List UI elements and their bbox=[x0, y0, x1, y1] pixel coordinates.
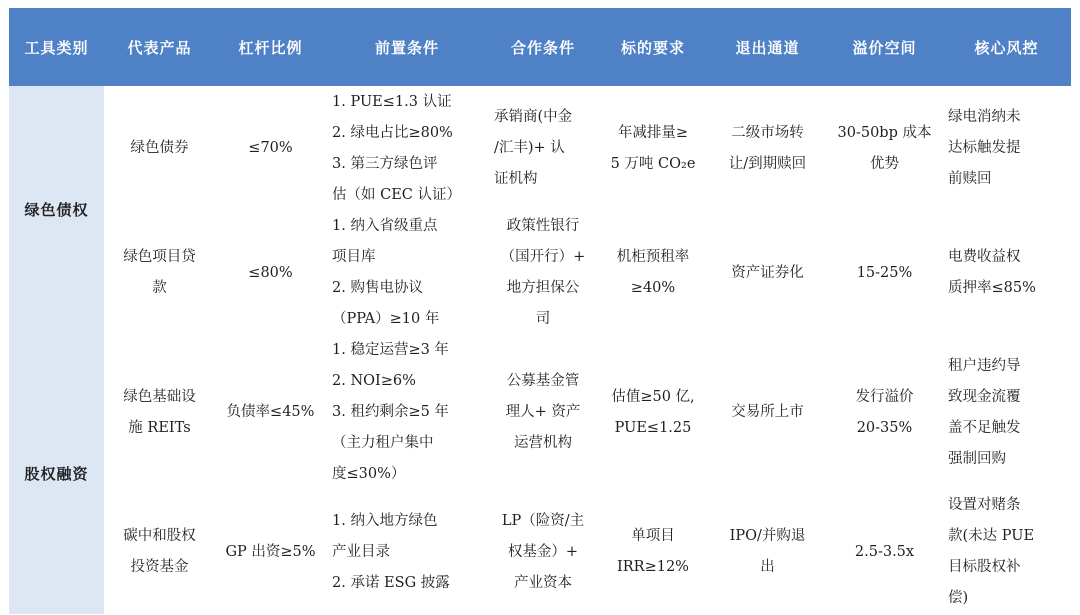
cell-line: IRR≥12% bbox=[617, 559, 689, 575]
cell-product bbox=[104, 211, 215, 335]
header-premium: 溢价空间 bbox=[827, 8, 942, 86]
cell-line: 交易所上市 bbox=[731, 404, 804, 420]
cell-line: 2. 绿电占比≥80% bbox=[332, 124, 453, 141]
header-leverage: 杠杆比例 bbox=[215, 8, 326, 86]
header-target: 标的要求 bbox=[598, 8, 708, 86]
cell-partners bbox=[488, 490, 598, 614]
cell-leverage bbox=[215, 211, 326, 335]
cell-line: 地方担保公 bbox=[506, 280, 580, 296]
cell-partners bbox=[488, 211, 598, 335]
cell-line: 司 bbox=[535, 311, 551, 327]
cell-exit bbox=[708, 490, 827, 614]
cell-partners bbox=[488, 86, 598, 211]
cell-line: 运营机构 bbox=[514, 435, 572, 451]
cell-line: 政策性银行 bbox=[506, 218, 580, 234]
category-cell: 绿色债权 bbox=[9, 86, 104, 335]
cell-line: 盖不足触发 bbox=[948, 419, 1021, 436]
cell-line: 优势 bbox=[870, 155, 899, 172]
cell-line: 1. 稳定运营≥3 年 bbox=[332, 342, 449, 358]
table-row bbox=[9, 335, 1071, 490]
cell-partners bbox=[488, 335, 598, 490]
cell-line: 二级市场转 bbox=[731, 124, 804, 141]
cell-line: 权基金）+ bbox=[507, 543, 579, 560]
cell-leverage bbox=[215, 490, 326, 614]
cell-target bbox=[598, 490, 708, 614]
cell-line: 20-35% bbox=[856, 419, 913, 436]
cell-line: 投资基金 bbox=[130, 559, 189, 575]
cell-line: 1. PUE≤1.3 认证 bbox=[332, 93, 452, 110]
category-cell: 股权融资 bbox=[9, 335, 104, 614]
cell-line: IPO/并购退 bbox=[729, 528, 806, 544]
cell-line: （PPA）≥10 年 bbox=[332, 311, 440, 327]
cell-line: 承销商(中金 bbox=[494, 109, 573, 125]
cell-line: 产业目录 bbox=[332, 543, 390, 560]
cell-line: 年减排量≥ bbox=[617, 124, 689, 141]
cell-line: 电费收益权 bbox=[948, 249, 1021, 265]
cell-line: 质押率≤85% bbox=[948, 280, 1036, 296]
cell-conditions bbox=[326, 86, 488, 211]
cell-line: 强制回购 bbox=[948, 450, 1006, 467]
cell-line: 前赎回 bbox=[948, 171, 992, 187]
cell-line: 公募基金管 bbox=[506, 373, 580, 389]
cell-exit bbox=[708, 86, 827, 211]
cell-line: 30-50bp 成本 bbox=[837, 124, 932, 141]
cell-risk bbox=[942, 211, 1071, 335]
cell-line: ≤80% bbox=[248, 264, 293, 281]
cell-risk bbox=[942, 86, 1071, 211]
cell-line: 施 REITs bbox=[128, 419, 191, 436]
cell-line: 机柜预租率 bbox=[616, 249, 690, 265]
cell-line: 估值≥50 亿, bbox=[611, 388, 695, 405]
cell-line: ≥40% bbox=[630, 280, 676, 296]
cell-line: 绿色债券 bbox=[130, 140, 189, 156]
table-row bbox=[9, 490, 1071, 614]
cell-line: LP（险资/主 bbox=[501, 512, 585, 529]
cell-product bbox=[104, 335, 215, 490]
cell-line: 1. 纳入省级重点 bbox=[332, 218, 438, 234]
cell-conditions bbox=[326, 335, 488, 490]
cell-conditions bbox=[326, 490, 488, 614]
cell-line: 致现金流覆 bbox=[948, 388, 1021, 405]
cell-line: 绿色基础设 bbox=[123, 388, 196, 405]
cell-line: 碳中和股权 bbox=[123, 528, 196, 544]
cell-risk bbox=[942, 335, 1071, 490]
header-conditions: 前置条件 bbox=[326, 8, 488, 86]
cell-exit bbox=[708, 335, 827, 490]
cell-line: 理人+ 资产 bbox=[505, 404, 581, 420]
cell-premium bbox=[827, 86, 942, 211]
header-exit: 退出通道 bbox=[708, 8, 827, 86]
cell-line: 负债率≤45% bbox=[226, 404, 315, 420]
cell-line: （国开行）+ bbox=[500, 249, 586, 265]
cell-line: 绿色项目贷 bbox=[123, 249, 196, 265]
table-row bbox=[9, 211, 1071, 335]
cell-line: 绿电消纳未 bbox=[948, 109, 1021, 125]
cell-line: 产业资本 bbox=[514, 574, 572, 591]
cell-line: 2. 购售电协议 bbox=[332, 280, 423, 296]
cell-line: 让/到期赎回 bbox=[728, 155, 807, 172]
cell-line: 1. 纳入地方绿色 bbox=[332, 512, 438, 529]
cell-line: 2. NOI≥6% bbox=[332, 373, 416, 389]
cell-line: 2. 承诺 ESG 披露 bbox=[332, 574, 450, 591]
header-tool-category: 工具类别 bbox=[9, 8, 104, 86]
cell-exit bbox=[708, 211, 827, 335]
cell-line: 3. 租约剩余≥5 年 bbox=[332, 404, 449, 420]
cell-line: GP 出资≥5% bbox=[225, 543, 316, 560]
cell-conditions bbox=[326, 211, 488, 335]
cell-line: 目标股权补 bbox=[948, 559, 1021, 575]
header-risk: 核心风控 bbox=[942, 8, 1071, 86]
cell-product bbox=[104, 490, 215, 614]
cell-line: 租户违约导 bbox=[948, 357, 1021, 374]
cell-line: （主力租户集中 bbox=[332, 435, 434, 451]
cell-target bbox=[598, 335, 708, 490]
cell-line: 设置对赌条 bbox=[948, 497, 1021, 513]
header-product: 代表产品 bbox=[104, 8, 215, 86]
cell-line: 资产证券化 bbox=[731, 264, 804, 281]
cell-line: 出 bbox=[760, 559, 775, 575]
cell-target bbox=[598, 86, 708, 211]
cell-premium bbox=[827, 211, 942, 335]
cell-line: 单项目 bbox=[631, 528, 675, 544]
cell-target bbox=[598, 211, 708, 335]
cell-line: PUE≤1.25 bbox=[614, 419, 692, 436]
cell-line: /汇丰)+ 认 bbox=[494, 140, 565, 156]
cell-line: 度≤30%） bbox=[332, 466, 406, 482]
cell-leverage bbox=[215, 335, 326, 490]
table-row bbox=[9, 86, 1071, 211]
cell-line: 项目库 bbox=[332, 249, 376, 265]
cell-line: 2.5-3.5x bbox=[854, 543, 915, 560]
cell-line: 3. 第三方绿色评 bbox=[332, 155, 438, 172]
cell-line: 偿) bbox=[948, 590, 969, 606]
cell-risk bbox=[942, 490, 1071, 614]
cell-line: 5 万吨 CO₂e bbox=[610, 155, 696, 172]
cell-line: 发行溢价 bbox=[855, 388, 914, 405]
cell-line: 证机构 bbox=[494, 171, 538, 187]
cell-product bbox=[104, 86, 215, 211]
financing-tools-table bbox=[9, 8, 1071, 614]
cell-premium bbox=[827, 490, 942, 614]
header-partners: 合作条件 bbox=[488, 8, 598, 86]
cell-line: 15-25% bbox=[856, 264, 913, 281]
cell-line: 款(未达 PUE bbox=[948, 528, 1035, 544]
cell-line: ≤70% bbox=[248, 140, 293, 156]
cell-premium bbox=[827, 335, 942, 490]
header-row bbox=[9, 8, 1071, 86]
cell-line: 达标触发提 bbox=[948, 140, 1021, 156]
cell-leverage bbox=[215, 86, 326, 211]
cell-line: 估（如 CEC 认证） bbox=[332, 186, 461, 203]
cell-line: 款 bbox=[152, 280, 167, 296]
